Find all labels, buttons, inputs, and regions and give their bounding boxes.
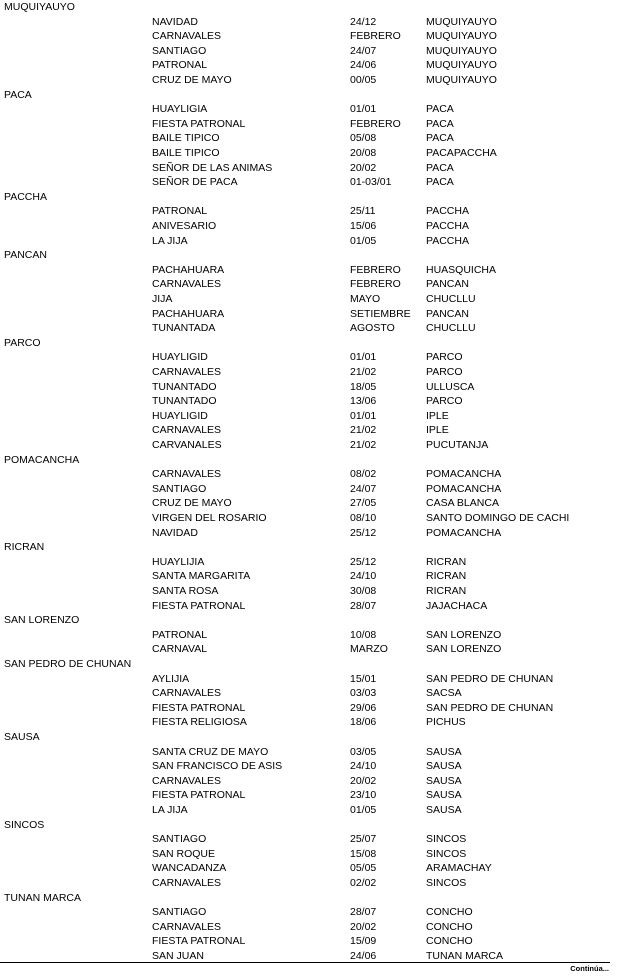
festival-date: 24/07 [350,44,377,57]
festival-place: HUASQUICHA [426,263,497,276]
festival-row [0,599,627,614]
festival-date: 05/08 [350,132,377,145]
festival-row [0,482,627,497]
festival-name: CRUZ DE MAYO [152,74,232,86]
festival-name: SANTIAGO [152,44,207,57]
festival-place: SAUSA [426,745,462,758]
festival-date: 20/08 [350,147,377,159]
festival-row [0,526,627,541]
festival-date: 15/01 [350,672,377,685]
festival-name: FIESTA RELIGIOSA [152,716,247,729]
festival-place: PACA [426,117,454,130]
festival-name: PACHAHUARA [152,307,225,320]
festival-date: 01/01 [350,103,377,116]
festival-place: MUQUIYAUYO [426,59,497,72]
festival-place: SAUSA [426,774,462,787]
festival-date: 21/02 [350,424,377,437]
festival-place: PUCUTANJA [426,439,489,451]
district-header [0,0,627,15]
district-name: PACA [4,88,32,101]
festival-place: PACA [426,161,454,174]
festival-row [0,467,627,482]
festival-date: 08/10 [350,512,377,524]
festival-date: 18/05 [350,380,377,393]
festival-date: 03/03 [350,687,377,700]
festival-date: 02/02 [350,877,377,889]
festival-date: SETIEMBRE [350,307,411,320]
festival-row [0,131,627,146]
festival-name: CARNAVALES [152,424,222,437]
festival-name: CARNAVALES [152,774,222,787]
festival-date: MARZO [350,643,388,656]
festival-date: 01/01 [350,409,377,422]
festival-date: 29/06 [350,701,377,714]
festival-place: TUNAN MARCA [426,950,504,962]
festival-date: 25/12 [350,555,377,568]
festival-date: 23/10 [350,789,377,802]
festival-name: PATRONAL [152,628,208,641]
festival-place: CASA BLANCA [426,497,499,510]
festival-place: PACA [426,103,454,116]
festival-row [0,569,627,584]
festival-name: HUAYLIJIA [152,555,205,568]
festival-row [0,774,627,789]
festival-name: SANTA MARGARITA [152,570,251,583]
district-header [0,336,627,351]
festival-date: 20/02 [350,774,377,787]
district-name: POMACANCHA [4,453,80,466]
festival-date: 03/05 [350,745,377,758]
festival-row [0,934,627,949]
festival-row [0,394,627,409]
festival-place: IPLE [426,409,449,422]
festival-date: MAYO [350,293,381,305]
festival-name: AYLIJIA [152,672,190,685]
festival-row [0,686,627,701]
festival-date: 15/09 [350,935,377,948]
festival-name: CARNAVALES [152,30,222,43]
festival-row [0,161,627,176]
district-name: RICRAN [4,541,45,554]
district-name: TUNAN MARCA [4,891,82,904]
festival-place: SAUSA [426,804,462,816]
festival-place: PACCHA [426,205,469,218]
festival-date: 24/06 [350,59,377,72]
festival-name: CARNAVALES [152,920,222,933]
festival-date: 01/05 [350,804,377,816]
festival-date: 24/06 [350,950,377,962]
district-header [0,891,627,906]
festival-place: CONCHO [426,935,473,948]
festival-place: ULLUSCA [426,380,475,393]
festival-place: SAN LORENZO [426,628,502,641]
festival-date: 30/08 [350,585,377,597]
festival-place: PANCAN [426,307,469,320]
festival-name: SANTIAGO [152,833,207,846]
festival-name: SANTIAGO [152,906,207,919]
festival-row [0,380,627,395]
district-header [0,818,627,833]
festival-place: PACA [426,132,454,145]
district-name: SAUSA [4,731,40,743]
festival-name: SAN JUAN [152,950,204,962]
festival-row [0,701,627,716]
district-name: PACCHA [4,190,47,203]
festival-date: 01-03/01 [350,176,392,189]
festival-date: 24/12 [350,15,377,28]
festival-row [0,350,627,365]
festival-name: SAN FRANCISCO DE ASIS [152,760,283,773]
festival-row [0,365,627,380]
festival-name: NAVIDAD [152,526,198,539]
district-header [0,730,627,745]
festival-row [0,759,627,774]
festival-place: PACA [426,176,454,189]
festival-place: PANCAN [426,278,469,291]
festival-row [0,29,627,44]
festival-place: SANTO DOMINGO DE CACHI [426,512,570,524]
festival-name: CARNAVAL [152,643,208,656]
festival-row [0,715,627,730]
festival-date: AGOSTO [350,322,395,335]
festival-row [0,175,627,190]
festival-date: 24/10 [350,570,377,583]
festival-date: 24/07 [350,482,377,495]
festival-name: VIRGEN DEL ROSARIO [152,512,267,524]
festival-row [0,628,627,643]
festival-place: MUQUIYAUYO [426,30,497,43]
festival-name: SANTIAGO [152,482,207,495]
festival-date: 21/02 [350,439,377,451]
festival-row [0,58,627,73]
festival-place: POMACANCHA [426,468,502,481]
festival-name: PATRONAL [152,205,208,218]
festival-name: SANTA ROSA [152,585,219,597]
festival-place: SAN PEDRO DE CHUNAN [426,701,554,714]
festival-row [0,219,627,234]
festival-place: SINCOS [426,847,467,860]
footer-rule [0,962,610,963]
district-header [0,190,627,205]
festival-place: SINCOS [426,833,467,846]
festival-name: HUAYLIGIA [152,103,208,116]
festival-date: 28/07 [350,906,377,919]
festival-place: POMACANCHA [426,482,502,495]
festival-row [0,847,627,862]
festival-date: 08/02 [350,468,377,481]
festival-row [0,117,627,132]
festival-date: 15/08 [350,847,377,860]
festival-row [0,204,627,219]
festival-name: CARVANALES [152,439,222,451]
festival-name: SAN ROQUE [152,847,216,860]
festival-place: SAUSA [426,789,462,802]
festival-place: MUQUIYAUYO [426,74,497,86]
festival-name: CARNAVALES [152,687,222,700]
festival-place: CONCHO [426,920,473,933]
festival-place: MUQUIYAUYO [426,15,497,28]
festival-place: PACAPACCHA [426,147,497,159]
festival-date: 25/12 [350,526,377,539]
festival-name: ANIVESARIO [152,220,217,232]
festival-date: FEBRERO [350,278,401,291]
festival-row [0,745,627,760]
festival-row [0,44,627,59]
festival-row [0,876,627,891]
festival-name: TUNANTADA [152,322,216,335]
festival-row [0,803,627,818]
festival-place: PICHUS [426,716,466,729]
festival-place: PARCO [426,366,463,378]
festival-row [0,672,627,687]
festival-row [0,409,627,424]
festival-date: FEBRERO [350,30,401,43]
festival-place: PACCHA [426,234,469,247]
festival-place: ARAMACHAY [426,862,492,875]
festival-place: PARCO [426,395,463,408]
festival-row [0,920,627,935]
festival-place: POMACANCHA [426,526,502,539]
festival-row [0,73,627,88]
festival-place: CHUCLLU [426,322,476,335]
district-header [0,248,627,263]
festival-date: 25/07 [350,833,377,846]
festival-row [0,15,627,30]
festival-place: RICRAN [426,555,467,568]
festival-name: CRUZ DE MAYO [152,497,232,510]
festival-name: JIJA [152,293,173,305]
festival-name: PATRONAL [152,59,208,72]
festival-date: 24/10 [350,760,377,773]
district-header [0,88,627,103]
festival-name: WANCADANZA [152,862,227,875]
festival-row [0,423,627,438]
festival-name: CARNAVALES [152,278,222,291]
festival-date: 18/06 [350,716,377,729]
district-header [0,657,627,672]
festival-place: IPLE [426,424,449,437]
festival-row [0,292,627,307]
festival-row [0,496,627,511]
festival-place: RICRAN [426,585,467,597]
festival-date: 01/01 [350,351,377,364]
festival-name: FIESTA PATRONAL [152,117,246,130]
festival-name: TUNANTADO [152,380,217,393]
district-name: MUQUIYAUYO [4,1,75,13]
festival-name: CARNAVALES [152,366,222,378]
festival-name: FIESTA PATRONAL [152,599,246,612]
festival-date: 00/05 [350,74,377,86]
festival-row [0,788,627,803]
festival-row [0,642,627,657]
festival-place: SINCOS [426,877,467,889]
festival-row [0,321,627,336]
festival-row [0,234,627,249]
festival-name: NAVIDAD [152,15,198,28]
district-name: SAN LORENZO [4,614,80,627]
festival-date: 01/05 [350,234,377,247]
festival-place: SAN PEDRO DE CHUNAN [426,672,554,685]
festival-date: FEBRERO [350,117,401,130]
festival-name: CARNAVALES [152,468,222,481]
festival-place: JAJACHACA [426,599,488,612]
festival-date: 15/06 [350,220,377,232]
festival-place: CHUCLLU [426,293,476,305]
festival-name: SEÑOR DE LAS ANIMAS [152,161,273,174]
district-name: PARCO [4,336,41,349]
continue-note: Continúa... [570,964,609,973]
festival-row [0,555,627,570]
festival-row [0,861,627,876]
festival-name: CARNAVALES [152,877,222,889]
district-name: SINCOS [4,818,45,831]
festival-row [0,511,627,526]
festival-place: SACSA [426,687,462,700]
festival-date: 20/02 [350,161,377,174]
festival-place: RICRAN [426,570,467,583]
festival-name: BAILE TIPICO [152,132,220,145]
festival-name: LA JIJA [152,804,188,816]
festival-place: MUQUIYAUYO [426,44,497,57]
festival-name: TUNANTADO [152,395,217,408]
festival-date: 25/11 [350,205,376,218]
festival-date: 28/07 [350,599,377,612]
festival-row [0,263,627,278]
festival-row [0,146,627,161]
festival-name: LA JIJA [152,234,188,247]
district-name: SAN PEDRO DE CHUNAN [4,658,132,670]
festival-date: 05/05 [350,862,377,875]
festival-date: 27/05 [350,497,377,510]
district-header [0,613,627,628]
festival-date: 20/02 [350,920,377,933]
festival-row [0,905,627,920]
festival-name: SANTA CRUZ DE MAYO [152,745,269,758]
festival-place: SAN LORENZO [426,643,502,656]
festival-row [0,102,627,117]
festival-row [0,307,627,322]
festival-place: CONCHO [426,906,473,919]
festival-name: HUAYLIGID [152,409,208,422]
festival-row [0,832,627,847]
festival-name: PACHAHUARA [152,263,225,276]
district-header [0,453,627,468]
district-header [0,540,627,555]
festival-place: SAUSA [426,760,462,773]
festival-row [0,277,627,292]
festival-name: FIESTA PATRONAL [152,935,246,948]
festival-row [0,584,627,599]
festival-name: FIESTA PATRONAL [152,789,246,802]
festival-name: SEÑOR DE PACA [152,176,238,189]
festival-date: 13/06 [350,395,377,408]
festival-date: FEBRERO [350,263,401,276]
district-name: PANCAN [4,249,47,262]
festival-name: HUAYLIGID [152,351,208,364]
festival-place: PARCO [426,351,463,364]
festival-place: PACCHA [426,220,469,232]
festival-name: BAILE TIPICO [152,147,220,159]
festival-name: FIESTA PATRONAL [152,701,246,714]
festival-date: 21/02 [350,366,377,378]
festival-row [0,438,627,453]
festival-date: 10/08 [350,628,377,641]
